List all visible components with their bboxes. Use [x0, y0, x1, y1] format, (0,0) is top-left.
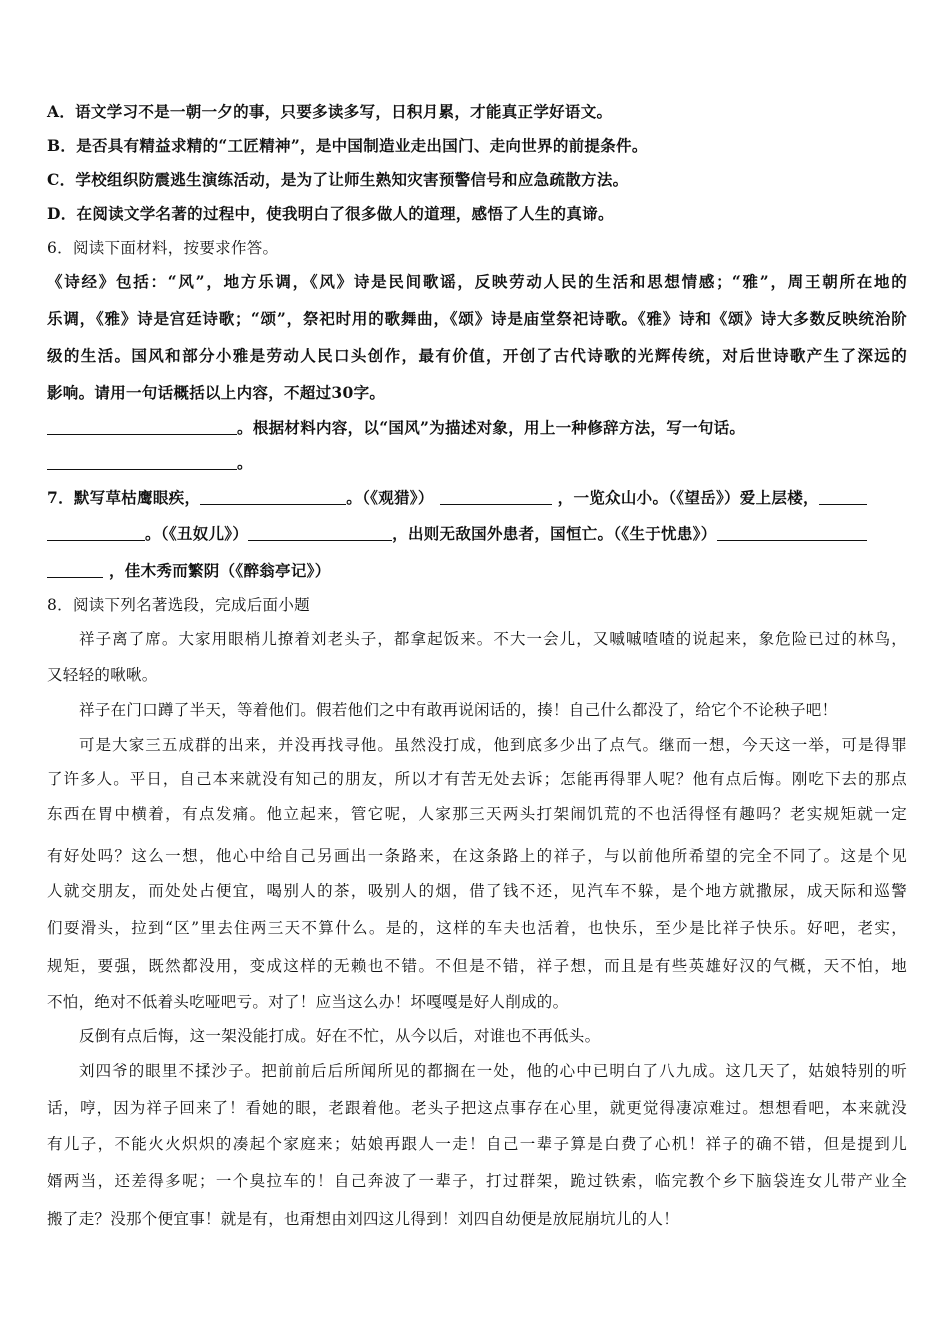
question-7-line-2: [47, 523, 907, 545]
q7-part-2: 。（《观猎》）: [346, 488, 434, 507]
q7-part-4: 。（《丑奴儿》）: [145, 524, 249, 543]
answer-blank[interactable]: [440, 488, 552, 505]
option-a: A．语文学习不是一朝一夕的事，只要多读多写，日积月累，才能真正学好语文。: [47, 102, 613, 121]
passage-line: 有好处吗？这么一想，他心中给自己另画出一条路来，在这条路上的祥子，与以前他所希望的完全不同了。这是个见: [47, 847, 907, 865]
q7-part-6: ，佳木秀而繁阴（《醉翁亭记》）: [109, 561, 331, 580]
question-7-line-3: [47, 560, 907, 582]
passage-line: 祥子离了席。大家用眼梢儿撩着刘老头子，都拿起饭来。不大一会儿，又嘁嘁喳喳的说起来，象危险已过的林鸟，: [79, 630, 907, 648]
q7-part-3: ，一览众山小。（《望岳》）爱上层楼，: [557, 488, 819, 507]
answer-blank[interactable]: [47, 524, 145, 541]
passage-line: 人就交朋友，而处处占便宜，喝别人的茶，吸别人的烟，借了钱不还，见汽车不躲，是个地方就撒尿，成天际和巡警: [47, 882, 907, 900]
q6-material-line: 乐调，《雅》诗是宫廷诗歌；“颂”，祭祀时用的歌舞曲，《颂》诗是庙堂祭祀诗歌。《雅》诗和《颂》诗大多数反映统治阶: [47, 309, 907, 328]
q6-material-line: 《诗经》包括：“风”，地方乐调，《风》诗是民间歌谣，反映劳动人民的生活和思想情感；“雅”，周王朝所在地的: [47, 272, 907, 291]
option-b: B．是否具有精益求精的“工匠精神”，是中国制造业走出国门、走向世界的前提条件。: [47, 136, 648, 155]
answer-blank[interactable]: [200, 488, 346, 505]
passage-line: 反倒有点后悔，这一架没能打成。好在不忙，从今以后，对谁也不再低头。: [79, 1027, 601, 1045]
passage-line: 东西在胃中横着，有点发痛。他立起来，管它呢，人家那三天两头打架闹饥荒的不也活得怪有趣吗？老实规矩就一定: [47, 805, 907, 823]
q6-end-mark: 。: [237, 453, 253, 472]
answer-blank[interactable]: [47, 418, 237, 435]
passage-line: 祥子在门口蹲了半天，等着他们。假若他们之中有敢再说闲话的，揍！自己什么都没了，给它个不论秧子吧！: [79, 701, 838, 719]
passage-line: 搬了走？没那个便宜事！就是有，也甭想由刘四这儿得到！刘四自幼便是放屁崩坑儿的人！: [47, 1210, 680, 1228]
question-7-line-1: [47, 487, 907, 509]
question-6-stem: 6．阅读下面材料，按要求作答。: [47, 239, 279, 257]
q7-part-5: ，出则无敌国外患者，国恒亡。（《生于忧患》）: [392, 524, 717, 543]
passage-line: 又轻轻的啾啾。: [47, 666, 158, 684]
q7-part-1: 7．默写草枯鹰眼疾，: [47, 488, 201, 507]
passage-line: 们耍滑头，拉到“区”里去住两三天不算什么。是的，这样的车夫也活着，也快乐，至少是比祥子快乐。好吧，老实，: [47, 919, 907, 937]
answer-blank[interactable]: [47, 561, 103, 578]
option-c: C．学校组织防震逃生演练活动，是为了让师生熟知灾害预警信号和应急疏散方法。: [47, 170, 629, 189]
passage-line: 有儿子，不能火火炽炽的凑起个家庭来；姑娘再跟人一走！自己一辈子算是白费了心机！祥子的确不错，但是提到儿: [47, 1135, 907, 1153]
answer-blank[interactable]: [717, 524, 867, 541]
option-d: D．在阅读文学名著的过程中，使我明白了很多做人的道理，感悟了人生的真谛。: [47, 204, 614, 223]
passage-line: 不怕，绝对不低着头吃哑吧亏。对了！应当这么办！坏嘎嘎是好人削成的。: [47, 993, 569, 1011]
q6-material-line: 级的生活。国风和部分小雅是劳动人民口头创作，最有价值，开创了古代诗歌的光辉传统，对后世诗歌产生了深远的: [47, 346, 907, 365]
passage-line: 婿两当，还差得多呢；一个臭拉车的！自己奔波了一辈子，打过群架，跪过铁索，临完教个乡下脑袋连女儿带产业全: [47, 1172, 907, 1190]
q6-task-line: [47, 417, 907, 439]
answer-blank[interactable]: [47, 453, 237, 470]
passage-line: 了许多人。平日，自己本来就没有知己的朋友，所以才有苦无处去诉；怎能再得罪人呢？他有点后悔。刚吃下去的那点: [47, 770, 907, 788]
answer-blank[interactable]: [819, 488, 867, 505]
q6-task2: 。根据材料内容，以“国风”为描述对象，用上一种修辞方法，写一句话。: [237, 418, 746, 437]
q6-answer-line: [47, 452, 907, 474]
q6-material-line: 影响。请用一句话概括以上内容，不超过30字。: [47, 383, 386, 402]
passage-line: 刘四爷的眼里不揉沙子。把前前后后所闻所见的都搁在一处，他的心中已明白了八九成。这几天了，姑娘特别的听: [79, 1062, 907, 1080]
passage-line: 话，哼，因为祥子回来了！看她的眼，老跟着他。老头子把这点事存在心里，就更觉得凄凉难过。想想看吧，本来就没: [47, 1099, 907, 1117]
passage-line: 规矩，要强，既然都没用，变成这样的无赖也不错。不但是不错，祥子想，而且是有些英雄好汉的气概，天不怕，地: [47, 957, 907, 975]
passage-line: 可是大家三五成群的出来，并没再找寻他。虽然没打成，他到底多少出了点气。继而一想，今天这一举，可是得罪: [79, 736, 907, 754]
answer-blank[interactable]: [248, 524, 392, 541]
question-8-stem: 8．阅读下列名著选段，完成后面小题: [47, 596, 310, 614]
